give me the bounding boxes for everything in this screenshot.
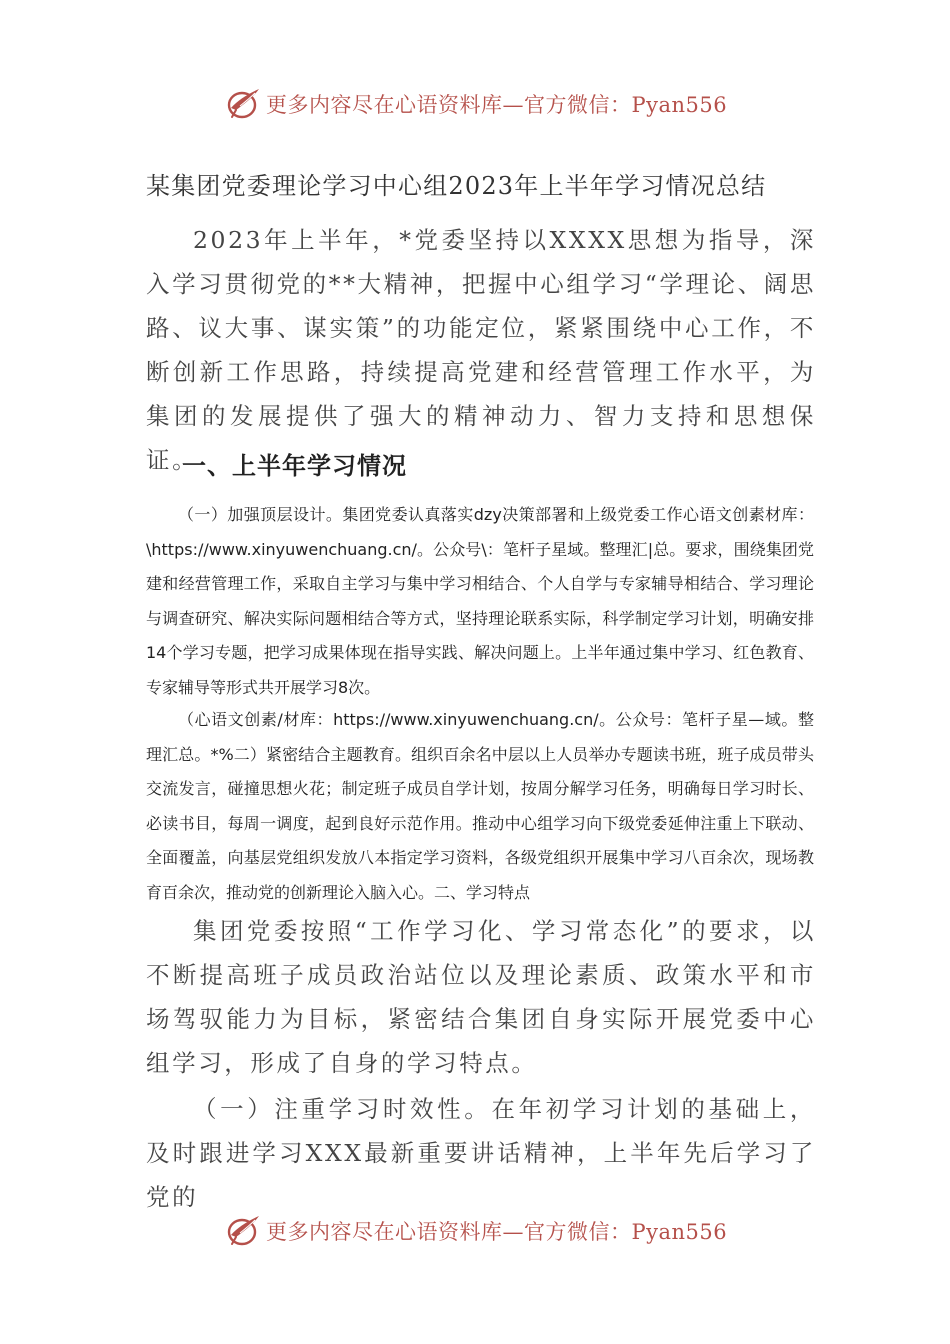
banner-dash: — (502, 93, 524, 117)
intro-paragraph: 2023年上半年，*党委坚持以XXXX思想为指导，深入学习贯彻党的**大精神，把握中心组学习“学理论、阔思路、议大事、谋实策”的功能定位，紧紧围绕中心工作，不断创新工作思路，持续提高党建和经营管理工作水平，为集团的发展提供了强大的精神动力、智力支持和思想保证。 (146, 226, 816, 474)
section1-paragraph-2: （心语文创素/材库：https://www.xinyuwenchuang.cn/。公众号：笔杆子星—域。整理汇总。*%二）紧密结合主题教育。组织百余名中层以上人员举办专题读书班，班子成员带头交流发言，碰撞思想火花；制定班子成员自学计划，按周分解学习任务，明确每日学习时长、必读书目，每周一调度，起到良好示范作用。推动中心组学习向下级党委延伸注重上下联动、全面覆盖，向基层党组织发放八本指定学习资料，各级党组织开展集中学习八百余次，现场教育百余次，推动党的创新理论入脑入心。二、学习特点 (146, 710, 814, 902)
section1-heading: 一、上半年学习情况 (182, 452, 407, 480)
section1-paragraph-1: （一）加强顶层设计。集团党委认真落实dzy决策部署和上级党委工作心语文创素材库：\https://www.xinyuwenchuang.cn/。公众号\：笔杆子星域。整理汇|总。要求，围绕集团党建和经营管理工作，采取自主学习与集中学习相结合、个人自学与专家辅导相结合、学习理论与调查研究、解决实际问题相结合等方式，坚持理论联系实际，科学制定学习计划，明确安排14个学习专题，把学习成果体现在指导实践、解决问题上。上半年通过集中学习、红色教育、专家辅导等形式共开展学习8次。 (146, 505, 814, 697)
quill-pen-circle-icon (226, 86, 262, 122)
section2-paragraph-2: （一）注重学习时效性。在年初学习计划的基础上，及时跟进学习XXX最新重要讲话精神，上半年先后学习了党的 (146, 1095, 816, 1211)
banner-wechat-text: 官方微信：Pyan556 (524, 93, 728, 117)
footer-banner (226, 1211, 746, 1251)
banner-library-text: 更多内容尽在心语资料库 (266, 1220, 503, 1244)
banner-library-text: 更多内容尽在心语资料库 (266, 93, 503, 117)
section2-paragraph-1: 集团党委按照“工作学习化、学习常态化”的要求，以不断提高班子成员政治站位以及理论素质、政策水平和市场驾驭能力为目标，紧密结合集团自身实际开展党委中心组学习，形成了自身的学习特点。 (146, 917, 816, 1077)
document-title: 某集团党委理论学习中心组2023年上半年学习情况总结 (146, 172, 767, 200)
banner-text (266, 89, 727, 119)
header-banner (226, 84, 746, 124)
banner-text (266, 1216, 727, 1246)
banner-wechat-text: 官方微信：Pyan556 (524, 1220, 728, 1244)
banner-dash: — (502, 1220, 524, 1244)
quill-pen-circle-icon (226, 1213, 262, 1249)
